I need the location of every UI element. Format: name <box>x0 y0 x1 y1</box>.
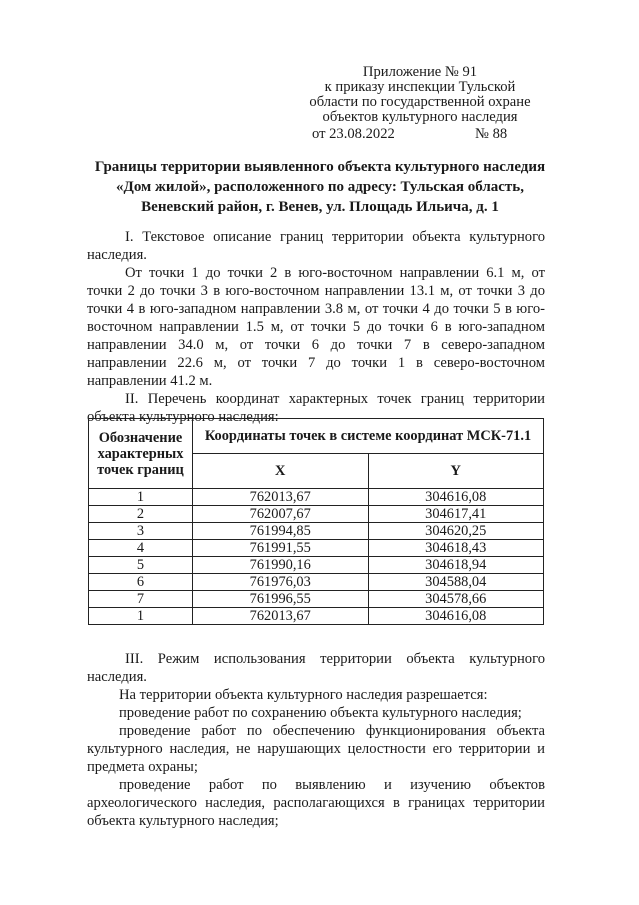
cell-point: 6 <box>89 574 193 591</box>
order-date: от 23.08.2022 <box>312 126 395 142</box>
cell-y: 304616,08 <box>368 489 544 506</box>
cell-point: 7 <box>89 591 193 608</box>
cell-x: 762007,67 <box>193 506 369 523</box>
section3-item: проведение работ по выявлению и изучению объектов археологического наследия, располагающихся в границах территории объекта культурного наследия; <box>87 777 545 829</box>
appendix-line: области по государственной охране <box>309 94 531 110</box>
column-header-x: X <box>193 454 369 489</box>
column-header-point: Обозначение характерных точек границ <box>89 419 193 489</box>
appendix-line: объектов культурного наследия <box>322 109 518 125</box>
coordinates-table <box>88 418 544 625</box>
table-row <box>89 574 544 591</box>
cell-x: 761994,85 <box>193 523 369 540</box>
section1-heading: I. Текстовое описание границ территории объекта культурного наследия. <box>87 229 545 263</box>
cell-x: 761976,03 <box>193 574 369 591</box>
section-usage-regime <box>87 650 545 830</box>
table-row <box>89 523 544 540</box>
cell-y: 304618,94 <box>368 557 544 574</box>
cell-point: 1 <box>89 608 193 625</box>
appendix-header <box>300 65 540 125</box>
cell-x: 761996,55 <box>193 591 369 608</box>
cell-x: 761990,16 <box>193 557 369 574</box>
cell-x: 761991,55 <box>193 540 369 557</box>
cell-y: 304618,43 <box>368 540 544 557</box>
section2-heading: II. Перечень координат характерных точек границ территории объекта культурного наследия: <box>87 391 545 425</box>
section3-item: проведение работ по обеспечению функционирования объекта культурного наследия, не нарушающих целостности его территории и предмета охраны; <box>87 723 545 775</box>
table-row <box>89 591 544 608</box>
cell-point: 5 <box>89 557 193 574</box>
title-line: «Дом жилой», расположенного по адресу: Тульская область, <box>116 179 524 195</box>
cell-x: 762013,67 <box>193 608 369 625</box>
document-title <box>70 157 570 217</box>
cell-y: 304617,41 <box>368 506 544 523</box>
table-row <box>89 608 544 625</box>
section1-text: От точки 1 до точки 2 в юго-восточном направлении 6.1 м, от точки 2 до точки 3 в юго-восточном направлении 13.1 м, от точки 3 до точки 4 в юго-западном направлении 3.8 м, от точки 4 до точки 5 в юго-восточном направлении 1.5 м, от точки 5 до точки 6 в юго-западном направлении 34.0 м, от точки 6 до точки 7 в северо-западном направлении 22.6 м, от точки 7 до точки 1 в северо-восточном направлении 41.2 м. <box>87 265 545 389</box>
column-header-y: Y <box>368 454 544 489</box>
section-boundaries <box>87 228 545 426</box>
cell-point: 3 <box>89 523 193 540</box>
cell-point: 4 <box>89 540 193 557</box>
order-number: № 88 <box>475 126 508 142</box>
cell-point: 1 <box>89 489 193 506</box>
section3-item: проведение работ по сохранению объекта культурного наследия; <box>119 705 522 721</box>
appendix-line: Приложение № 91 <box>362 64 478 80</box>
cell-y: 304588,04 <box>368 574 544 591</box>
table-row <box>89 557 544 574</box>
title-line: Границы территории выявленного объекта культурного наследия <box>94 159 546 175</box>
table-row <box>89 506 544 523</box>
cell-y: 304578,66 <box>368 591 544 608</box>
table-row <box>89 489 544 506</box>
section3-heading: III. Режим использования территории объекта культурного наследия. <box>87 651 545 685</box>
section3-intro: На территории объекта культурного наследия разрешается: <box>119 687 488 703</box>
order-dateline <box>312 125 542 143</box>
cell-point: 2 <box>89 506 193 523</box>
column-header-coordinates: Координаты точек в системе координат МСК-71.1 <box>193 419 544 454</box>
cell-y: 304616,08 <box>368 608 544 625</box>
cell-x: 762013,67 <box>193 489 369 506</box>
cell-y: 304620,25 <box>368 523 544 540</box>
title-line: Веневский район, г. Венев, ул. Площадь Ильича, д. 1 <box>141 199 499 215</box>
table-row <box>89 540 544 557</box>
appendix-line: к приказу инспекции Тульской <box>324 79 516 95</box>
